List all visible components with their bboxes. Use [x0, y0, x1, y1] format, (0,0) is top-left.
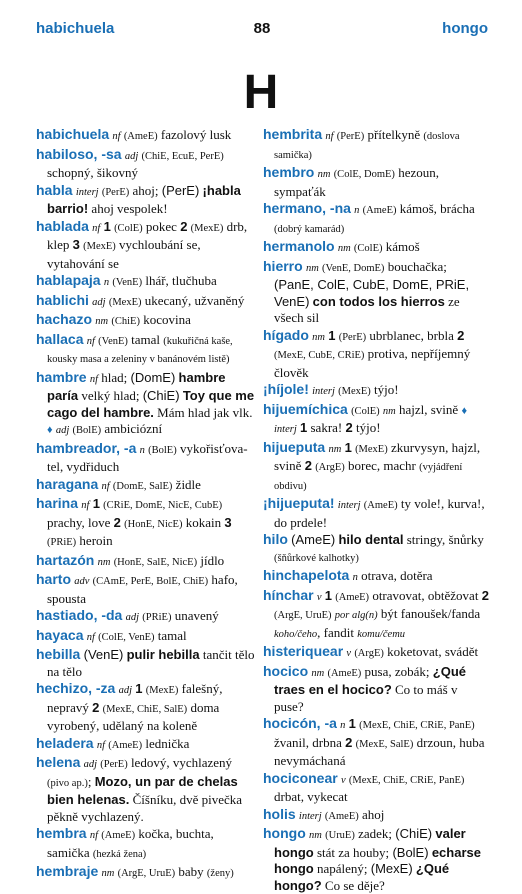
- dictionary-entry: [36, 272, 256, 292]
- region-label: (MexE, SalE): [355, 738, 414, 750]
- definition-text: otravovat, obtěžovat: [369, 587, 482, 603]
- definition-text: Co to máš v puse?: [274, 682, 458, 714]
- region-label: (HonE, SalE, NicE): [113, 556, 198, 568]
- sense-number: 1: [103, 218, 111, 234]
- grammar-label: adj: [92, 296, 106, 308]
- headword: harina: [36, 495, 79, 511]
- header-last-entry: hongo: [442, 20, 488, 37]
- grammar-label: v: [346, 648, 352, 659]
- region-label: (AmeE): [291, 532, 336, 547]
- headword: harto: [36, 571, 71, 587]
- definition-text: drzoun, huba nevymáchaná: [274, 734, 485, 768]
- grammar-label: nf: [96, 739, 106, 751]
- region-label: (ColE, VenE): [98, 631, 155, 643]
- dictionary-entry: [263, 643, 489, 663]
- grammar-label: nf: [92, 222, 101, 234]
- region-label: (ChiE): [395, 826, 433, 841]
- region-label: (doslova samička): [274, 131, 460, 161]
- dictionary-entry: [36, 331, 256, 369]
- grammar-label: n: [352, 572, 358, 583]
- dictionary-entry: [263, 258, 489, 327]
- headword: hambre: [36, 368, 87, 385]
- definition-text: stringy, šnůrky: [403, 532, 484, 547]
- definition-text: ledový, vychlazený: [127, 755, 233, 770]
- definition-text: hafo, spousta: [47, 572, 238, 606]
- dictionary-entry: [36, 754, 256, 825]
- grammar-label: nf: [325, 131, 334, 142]
- region-label: (PanE, ColE, CubE, DomE, PRiE, VenE): [274, 277, 470, 309]
- dictionary-entry: [263, 567, 489, 587]
- grammar-label: adj: [118, 685, 133, 696]
- headword: hablapaja: [36, 272, 101, 288]
- diamond-icon: ♦: [47, 424, 53, 436]
- definition-text: hezoun, sympaťák: [274, 165, 439, 199]
- dictionary-entry: [36, 292, 256, 312]
- definition-text: sakra!: [307, 420, 346, 435]
- sense-number: 2: [113, 514, 121, 530]
- sense-number: 2: [345, 734, 353, 750]
- region-label: (MexE): [83, 241, 116, 252]
- headword: hínchar: [263, 586, 314, 603]
- region-label: (BolE): [392, 844, 429, 860]
- region-label: (CRiE, DomE, NicE, CubE): [103, 500, 223, 511]
- example-phrase: ¿Qué hongo?: [274, 861, 450, 893]
- sense-number: 1: [328, 327, 336, 343]
- region-label: (ChiE): [111, 316, 140, 327]
- grammar-label: adj: [55, 425, 70, 436]
- region-label: (MexE): [370, 861, 413, 876]
- grammar-label: adj: [124, 150, 139, 162]
- region-label: (hezká žena): [92, 848, 147, 860]
- dictionary-entry: [263, 327, 489, 382]
- grammar-label: nm: [309, 830, 322, 841]
- sense-number: 1: [135, 681, 143, 696]
- sense-number: 2: [481, 587, 489, 603]
- sense-number: 3: [72, 237, 80, 252]
- grammar-label: nf: [112, 131, 121, 142]
- headword: hechizo, -za: [36, 680, 116, 696]
- definition-text: Mám hlad jak vlk.: [153, 404, 253, 420]
- grammar-label: v: [340, 774, 346, 786]
- region-label: (PerE): [161, 182, 200, 198]
- grammar-label: nf: [89, 373, 98, 385]
- headword: hembraje: [36, 863, 99, 879]
- headword: heladera: [36, 734, 94, 751]
- definition-text: lhář, tlučhuba: [142, 273, 217, 288]
- region-label: (pivo ap.): [47, 777, 88, 789]
- definition-text: doma vyrobený, udělaný na koleně: [47, 699, 220, 733]
- region-label: (VenE): [98, 335, 128, 347]
- region-label: (ColE, DomE): [333, 169, 395, 180]
- example-phrase: hambre paría: [47, 369, 226, 403]
- region-label: (ženy): [206, 868, 234, 879]
- example-phrase: Mozo, un par de chelas bien helenas.: [47, 773, 238, 807]
- region-label: (MexE): [338, 386, 371, 397]
- definition-text: ahoj;: [129, 182, 162, 198]
- sense-number: 3: [224, 514, 232, 530]
- dictionary-entry: [36, 146, 256, 182]
- region-label: (ArgE): [315, 462, 345, 473]
- region-label: (AmeE): [108, 739, 143, 751]
- example-phrase: valer hongo: [274, 826, 466, 860]
- definition-text: zadek;: [354, 826, 396, 841]
- definition-text: stát za houby;: [313, 844, 393, 860]
- region-label: (AmeE): [327, 667, 362, 679]
- definition-text: ahoj vespolek!: [88, 201, 168, 216]
- definition-text: prachy, love: [47, 514, 114, 530]
- definition-text: drbat, vykecat: [274, 789, 348, 804]
- headword: hembro: [263, 164, 315, 180]
- grammar-label: adj: [83, 759, 98, 770]
- definition-text: ukecaný, užvaněný: [141, 292, 245, 308]
- dictionary-entry: [36, 825, 256, 863]
- dictionary-entry: [263, 715, 489, 770]
- region-label: (DomE, SalE): [112, 480, 173, 492]
- dictionary-entry: [263, 825, 489, 894]
- region-label: (AmeE): [362, 205, 397, 216]
- definition-text: hlad;: [98, 369, 131, 385]
- headword: hayaca: [36, 626, 84, 643]
- grammar-label: interj: [312, 386, 335, 397]
- region-label: (MexE): [190, 222, 224, 234]
- grammar-label: nf: [89, 830, 98, 841]
- grammar-label: v: [316, 591, 322, 603]
- definition-text: , fandit: [317, 624, 358, 640]
- grammar-label: interj: [274, 424, 297, 435]
- region-label: (ColE): [351, 405, 380, 417]
- dictionary-entry: [36, 735, 256, 755]
- region-label: (UruE): [325, 830, 355, 841]
- definition-text: ty vole!, kurva!, do prdele!: [274, 496, 485, 530]
- grammar-label: nf: [81, 500, 90, 511]
- grammar-label: interj: [75, 186, 99, 198]
- headword: hilo: [263, 531, 288, 547]
- grammar-label: nm: [337, 243, 351, 254]
- dictionary-entry: [36, 552, 256, 572]
- headword: hartazón: [36, 551, 95, 568]
- dictionary-entry: [36, 311, 256, 331]
- example-phrase: echarse hongo: [274, 844, 481, 876]
- definition-text: borec, machr: [344, 458, 420, 473]
- region-label: (AmeE): [123, 131, 158, 142]
- definition-text: lednička: [142, 735, 190, 751]
- headword: hermanolo: [263, 238, 335, 254]
- dictionary-entry: [36, 440, 256, 476]
- dictionary-entry: [263, 238, 489, 258]
- region-label: (PRiE): [47, 537, 77, 548]
- headword: hallaca: [36, 330, 84, 347]
- definition-text: heroin: [76, 533, 113, 548]
- sense-number: 2: [457, 327, 465, 343]
- grammar-label: nm: [328, 443, 342, 455]
- region-label: (MexE, ChiE, CRiE, PanE): [359, 720, 475, 731]
- region-label: (ChiE): [142, 388, 180, 403]
- grammar-label: nm: [95, 316, 109, 327]
- region-label: (VenE): [83, 647, 124, 662]
- dictionary-entry: [36, 495, 256, 552]
- region-label: (VenE, DomE): [322, 262, 385, 274]
- example-phrase: con todos los hierros: [312, 293, 445, 309]
- grammar-label: interj: [298, 810, 322, 822]
- definition-text: drb, klep: [47, 218, 248, 252]
- region-label: (ArgE, UruE): [274, 610, 332, 621]
- headword: hambreador, -a: [36, 439, 137, 456]
- region-label: (AmeE): [324, 810, 359, 822]
- dictionary-entry: [36, 182, 256, 218]
- headword: hablada: [36, 217, 89, 234]
- region-label: (vyjádření obdivu): [274, 462, 463, 492]
- headword: hijuemíchica: [263, 400, 348, 417]
- dictionary-entry: [36, 476, 256, 496]
- example-phrase: pulir hebilla: [126, 647, 200, 662]
- diamond-icon: ♦: [461, 404, 468, 417]
- headword: haragana: [36, 475, 99, 492]
- region-label: (MexE): [145, 685, 179, 696]
- region-label: (DomE): [130, 369, 176, 385]
- region-label: (PRiE): [142, 612, 172, 623]
- grammar-label: nm: [305, 262, 319, 274]
- definition-text: unavený: [171, 608, 219, 623]
- definition-text: fazolový lusk: [157, 127, 232, 142]
- right-column: [263, 126, 489, 894]
- dictionary-entry: [263, 439, 489, 496]
- dictionary-entry: [263, 531, 489, 567]
- definition-text: žvanil, drbna: [274, 734, 346, 750]
- region-label: (PerE): [101, 186, 130, 198]
- running-header: [36, 20, 488, 44]
- definition-text: velký hlad;: [78, 388, 143, 403]
- dictionary-entry: [263, 495, 489, 531]
- region-label: (AmeE): [335, 591, 370, 603]
- definition-text: Číšníku, dvě pivečka pěkně vychlazený.: [47, 792, 243, 824]
- definition-text: ambiciózní: [101, 421, 163, 436]
- sense-number: 2: [92, 699, 100, 715]
- definition-text: tančit tělo na tělo: [47, 647, 255, 679]
- dictionary-entry: [36, 607, 256, 627]
- definition-text: ze všech sil: [274, 293, 460, 325]
- grammar-label: nf: [101, 480, 110, 492]
- headword: hembra: [36, 825, 87, 841]
- sense-number: 2: [304, 458, 312, 473]
- grammar-label: n: [340, 720, 346, 731]
- region-label: (MexE): [108, 296, 142, 308]
- headword: holis: [263, 805, 296, 822]
- definition-text: ubrblanec, brbla: [366, 327, 458, 343]
- region-label: (AmeE): [363, 500, 398, 511]
- headword: habla: [36, 181, 73, 198]
- headword: hígado: [263, 326, 309, 343]
- headword: hocicón, -a: [263, 715, 337, 731]
- region-label: (MexE, CubE, CRiE): [274, 350, 365, 361]
- grammar-label: nm: [97, 556, 111, 568]
- definition-text: židle: [172, 476, 201, 492]
- region-label: (VenE): [112, 277, 143, 288]
- dictionary-entry: [263, 164, 489, 200]
- region-label: (MexE): [355, 443, 388, 455]
- sense-number: 1: [300, 420, 308, 435]
- grammar-label: n: [103, 277, 110, 288]
- dictionary-entry: [36, 571, 256, 607]
- grammar-label: por alg(n): [334, 610, 378, 621]
- headword: hermano, -na: [263, 200, 351, 216]
- region-label: (ChiE, EcuE, PerE): [141, 150, 224, 162]
- region-label: (AmeE): [101, 830, 136, 841]
- dictionary-entry: [36, 218, 256, 273]
- grammar-label: interj: [337, 500, 361, 511]
- headword: hebilla: [36, 646, 81, 662]
- definition-text: kámoš, brácha: [396, 201, 475, 216]
- definition-text: zkurvysyn, hajzl, svině: [274, 439, 481, 473]
- grammar-label: nm: [312, 331, 325, 343]
- definition-text: hajzl, svině: [395, 401, 462, 417]
- definition-text: pokec: [142, 218, 181, 234]
- definition-text: pusa, zobák;: [361, 663, 433, 679]
- headword: hembrita: [263, 126, 323, 142]
- dictionary-entry: [263, 587, 489, 644]
- region-label: (MexE, ChiE, CRiE, PanE): [348, 774, 465, 786]
- grammar-label: adv: [74, 576, 90, 587]
- region-label: (ColE): [114, 222, 143, 234]
- definition-text: schopný, šikovný: [47, 165, 138, 180]
- region-label: (ArgE): [354, 648, 384, 659]
- example-phrase: hilo dental: [338, 532, 404, 547]
- definition-text: napálený;: [313, 861, 371, 876]
- definition-text: otrava, dotěra: [357, 568, 433, 583]
- region-label: (CAmE, PerE, BolE, ChiE): [92, 576, 209, 587]
- headword: histeriquear: [263, 643, 344, 659]
- dictionary-entry: [36, 863, 256, 883]
- header-first-entry: habichuela: [36, 20, 115, 37]
- definition-text: koketovat, svádět: [383, 644, 479, 659]
- dictionary-entry: [263, 200, 489, 238]
- dictionary-entry: [263, 381, 489, 401]
- region-label: (ColE): [353, 243, 383, 254]
- region-label: (HonE, NicE): [124, 518, 183, 530]
- dictionary-entry: [263, 401, 489, 439]
- sense-number: 1: [92, 496, 100, 511]
- grammar-label: nm: [317, 169, 331, 180]
- definition-text: protiva, nepříjemný člověk: [274, 346, 471, 380]
- sense-number: 2: [345, 420, 353, 435]
- headword: hablichi: [36, 291, 89, 308]
- grammar-label: koho/čeho: [274, 628, 318, 640]
- definition-text: kočka, buchta, samička: [47, 826, 214, 860]
- headword: hinchapelota: [263, 567, 350, 583]
- dictionary-entry: [263, 126, 489, 164]
- sense-number: 2: [180, 218, 188, 234]
- region-label: (šňůrkové kalhotky): [274, 552, 359, 564]
- dictionary-entry: [263, 770, 489, 806]
- definition-text: vychloubání se, vytahování se: [47, 237, 201, 271]
- region-label: (MexE, ChiE, SalE): [102, 703, 188, 715]
- grammar-label: nm: [382, 405, 396, 417]
- definition-text: ahoj: [358, 806, 385, 822]
- section-letter: H: [243, 66, 279, 119]
- definition-text: vykořisťova-tel, vydřiduch: [47, 440, 248, 474]
- region-label: (PerE): [100, 759, 128, 770]
- definition-text: kocovina: [139, 312, 191, 327]
- dictionary-entry: [36, 369, 256, 440]
- definition-text: kokain: [182, 514, 225, 530]
- region-label: (dobrý kamarád): [274, 223, 345, 235]
- region-label: (BolE): [148, 444, 177, 456]
- grammar-label: nm: [311, 667, 325, 679]
- grammar-label: nm: [101, 868, 115, 879]
- left-column: [36, 126, 256, 883]
- dictionary-entry: [263, 663, 489, 716]
- grammar-label: n: [354, 205, 360, 216]
- sense-number: 1: [324, 587, 332, 603]
- example-phrase: ¿Qué traes en el hocico?: [274, 663, 467, 697]
- definition-text: jídlo: [197, 552, 225, 568]
- definition-text: Co se děje?: [321, 877, 385, 893]
- example-phrase: ¡habla barrio!: [47, 182, 241, 216]
- definition-text: ;: [87, 773, 95, 789]
- region-label: (PerE): [336, 131, 365, 142]
- headword: habiloso, -sa: [36, 145, 122, 162]
- definition-text: kámoš: [382, 239, 420, 254]
- region-label: (ArgE, UruE): [117, 868, 176, 879]
- definition-text: tamal: [127, 331, 164, 347]
- grammar-label: n: [139, 444, 145, 456]
- example-phrase: Toy que me cago del hambre.: [47, 388, 255, 420]
- headword: hierro: [263, 257, 303, 274]
- grammar-label: nf: [86, 335, 95, 347]
- page-number: 88: [253, 20, 271, 37]
- grammar-label: adj: [125, 612, 140, 623]
- headword: ¡híjole!: [263, 381, 309, 397]
- dictionary-entry: [36, 126, 256, 146]
- dictionary-entry: [263, 806, 489, 826]
- headword: hachazo: [36, 311, 93, 327]
- headword: hastiado, -da: [36, 607, 123, 623]
- sense-number: 1: [348, 716, 356, 731]
- region-label: (BolE): [72, 425, 102, 436]
- headword: habichuela: [36, 126, 110, 142]
- definition-text: baby: [175, 864, 207, 879]
- dictionary-entry: [36, 646, 256, 680]
- definition-text: týjo!: [370, 382, 399, 397]
- headword: hongo: [263, 825, 306, 841]
- headword: helena: [36, 754, 81, 770]
- dictionary-entry: [36, 627, 256, 647]
- dictionary-entry: [36, 680, 256, 735]
- headword: hociconear: [263, 769, 338, 786]
- headword: hijueputa: [263, 438, 326, 455]
- grammar-label: komu/čemu: [357, 628, 406, 640]
- region-label: (kukuřičná kaše, kousky masa a zeleniny v banánovém listě): [47, 335, 233, 365]
- grammar-label: nf: [86, 631, 95, 643]
- region-label: (PerE): [338, 331, 367, 343]
- sense-number: 1: [344, 439, 352, 455]
- headword: ¡hijueputa!: [263, 495, 335, 511]
- definition-text: bouchačka;: [384, 258, 447, 274]
- definition-text: přítelkyně: [364, 127, 424, 142]
- definition-text: týjo!: [352, 420, 381, 435]
- headword: hocico: [263, 662, 309, 679]
- definition-text: falešný, nepravý: [47, 681, 223, 715]
- definition-text: být fanoušek/fanda: [377, 606, 481, 621]
- definition-text: tamal: [154, 627, 187, 643]
